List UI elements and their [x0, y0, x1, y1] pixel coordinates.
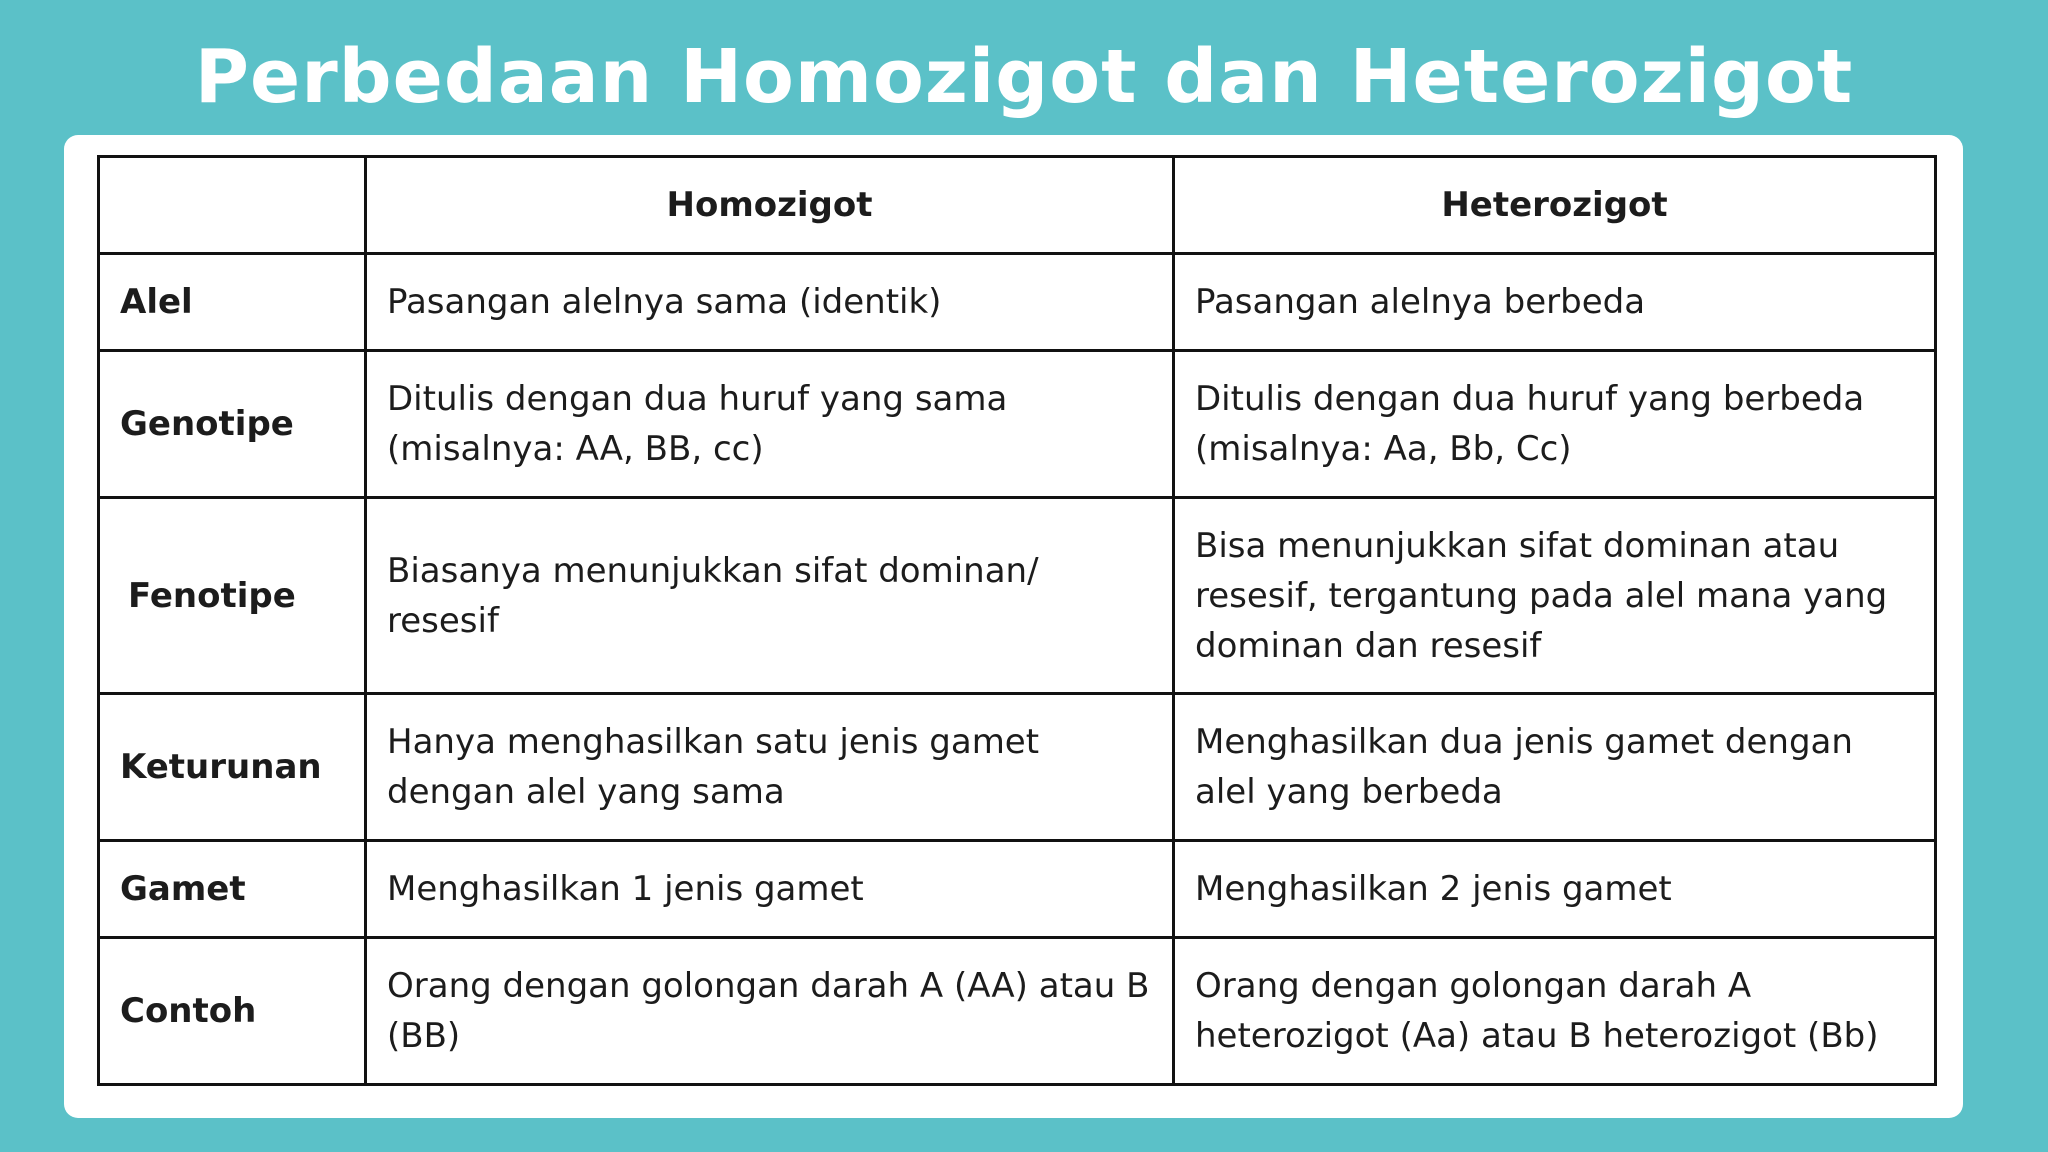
header-heterozigot: Heterozigot: [1174, 157, 1936, 254]
table-card: [64, 135, 1963, 1118]
row-label-gamet: Gamet: [99, 841, 366, 938]
cell-homozigot-keturunan: Hanya menghasilkan satu jenis gamet dengan alel yang sama: [366, 694, 1174, 841]
page-title: Perbedaan Homozigot dan Heterozigot: [194, 34, 1854, 120]
row-label-genotipe: Genotipe: [99, 351, 366, 498]
row-label-keturunan: Keturunan: [99, 694, 366, 841]
cell-homozigot-genotipe: Ditulis dengan dua huruf yang sama (misalnya: AA, BB, cc): [366, 351, 1174, 498]
cell-heterozigot-keturunan: Menghasilkan dua jenis gamet dengan alel yang berbeda: [1174, 694, 1936, 841]
table-row-fenotipe: [99, 498, 1936, 694]
table-row-contoh: [99, 938, 1936, 1085]
table-row-gamet: [99, 841, 1936, 938]
row-label-fenotipe: Fenotipe: [99, 498, 366, 694]
header-empty-cell: [99, 157, 366, 254]
row-label-alel: Alel: [99, 254, 366, 351]
comparison-table: [97, 155, 1937, 1086]
table-row-genotipe: [99, 351, 1936, 498]
cell-homozigot-alel: Pasangan alelnya sama (identik): [366, 254, 1174, 351]
cell-homozigot-contoh: Orang dengan golongan darah A (AA) atau B (BB): [366, 938, 1174, 1085]
table-row-alel: [99, 254, 1936, 351]
cell-heterozigot-fenotipe: Bisa menunjukkan sifat dominan atau resesif, tergantung pada alel mana yang dominan dan resesif: [1174, 498, 1936, 694]
cell-heterozigot-alel: Pasangan alelnya berbeda: [1174, 254, 1936, 351]
cell-homozigot-gamet: Menghasilkan 1 jenis gamet: [366, 841, 1174, 938]
cell-heterozigot-genotipe: Ditulis dengan dua huruf yang berbeda (misalnya: Aa, Bb, Cc): [1174, 351, 1936, 498]
row-label-contoh: Contoh: [99, 938, 366, 1085]
cell-homozigot-fenotipe: Biasanya menunjukkan sifat dominan/ resesif: [366, 498, 1174, 694]
table-header-row: [99, 157, 1936, 254]
cell-heterozigot-contoh: Orang dengan golongan darah A heterozigot (Aa) atau B heterozigot (Bb): [1174, 938, 1936, 1085]
cell-heterozigot-gamet: Menghasilkan 2 jenis gamet: [1174, 841, 1936, 938]
header-homozigot: Homozigot: [366, 157, 1174, 254]
table-row-keturunan: [99, 694, 1936, 841]
